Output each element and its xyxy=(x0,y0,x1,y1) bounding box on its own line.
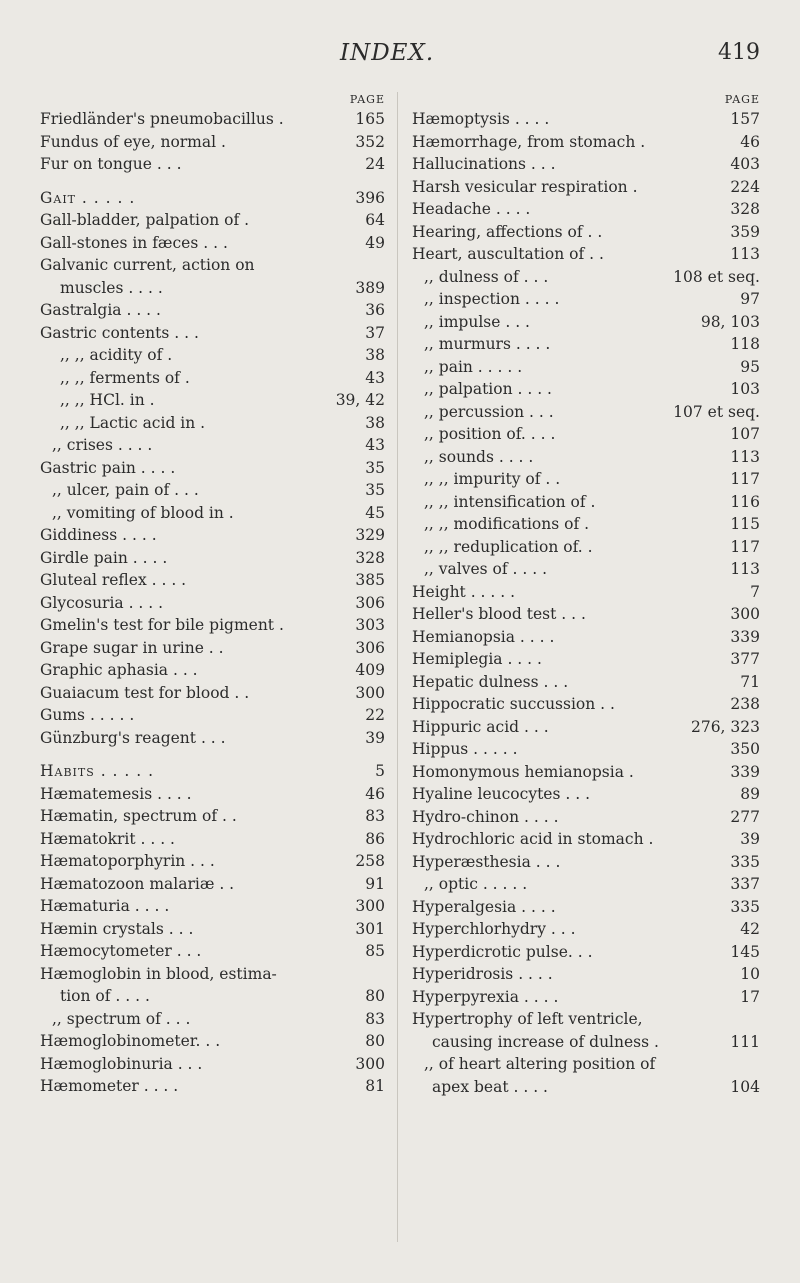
index-page-ref: 91 xyxy=(365,874,385,893)
index-term: Hæmatokrit . . . . xyxy=(40,829,175,848)
page-column-label: PAGE xyxy=(724,93,760,106)
index-page-ref: 104 xyxy=(730,1077,760,1096)
index-term: Girdle pain . . . . xyxy=(40,548,168,567)
index-page-ref: 224 xyxy=(730,177,760,196)
index-term: Gluteal reflex . . . . xyxy=(40,571,187,589)
index-page-ref: 107 et seq. xyxy=(673,402,760,421)
index-page-ref: 89 xyxy=(740,785,760,803)
index-term: Hippuric acid . . . xyxy=(412,717,549,736)
index-term: Hyaline leucocytes . . . xyxy=(412,785,590,803)
index-entry xyxy=(412,1031,760,1054)
index-entry xyxy=(412,311,760,334)
index-page-ref: 86 xyxy=(365,829,385,848)
index-page-ref: 5 xyxy=(375,762,385,780)
index-entry xyxy=(40,131,385,154)
index-page-ref: 10 xyxy=(740,965,760,983)
index-term: ,, palpation . . . . xyxy=(424,380,552,398)
index-term: Gall-bladder, palpation of . xyxy=(40,211,250,229)
index-entry xyxy=(40,614,385,637)
index-term: Hallucinations . . . xyxy=(412,155,556,173)
index-term: ,, percussion . . . xyxy=(424,402,554,421)
index-page-ref: 339 xyxy=(730,762,760,781)
index-term: Hepatic dulness . . . xyxy=(412,672,569,691)
index-entry xyxy=(40,457,385,480)
index-page-ref: 37 xyxy=(365,323,385,342)
index-term: Gums . . . . . xyxy=(40,706,135,724)
index-page-ref: 39 xyxy=(365,728,385,747)
index-entry xyxy=(40,1030,385,1053)
index-page-ref: 38 xyxy=(365,346,385,364)
index-page-ref: 359 xyxy=(730,222,760,241)
index-entry xyxy=(40,682,385,705)
index-entry xyxy=(40,1008,385,1031)
index-term: Heller's blood test . . . xyxy=(412,605,586,623)
index-page-ref: 7 xyxy=(750,582,760,601)
index-page-ref: 403 xyxy=(730,155,760,173)
index-entry xyxy=(412,198,760,221)
left-index-column xyxy=(40,92,385,1098)
index-term: Hæmometer . . . . xyxy=(40,1077,179,1095)
index-page-ref: 118 xyxy=(730,335,760,353)
index-page-ref: 115 xyxy=(730,515,760,533)
index-page-ref: 339 xyxy=(730,627,760,646)
index-page-ref: 46 xyxy=(365,784,385,803)
index-term: Gastric pain . . . . xyxy=(40,458,176,477)
page-header xyxy=(0,40,800,70)
index-entry xyxy=(412,378,760,401)
index-entry xyxy=(40,783,385,806)
index-page-ref: 306 xyxy=(355,593,385,612)
index-entry xyxy=(412,356,760,379)
index-page-ref: 80 xyxy=(365,987,385,1005)
index-page-ref: 113 xyxy=(730,245,760,263)
index-entry xyxy=(412,513,760,536)
index-entry xyxy=(40,873,385,896)
index-term: ,, ,, Lactic acid in . xyxy=(60,413,206,432)
index-term: Hyperchlorhydry . . . xyxy=(412,920,576,938)
index-term: Homonymous hemianopsia . xyxy=(412,762,634,781)
index-page-ref: 328 xyxy=(730,200,760,218)
index-page-ref: 389 xyxy=(355,278,385,297)
index-term: Hæmoglobinometer. . . xyxy=(40,1032,221,1050)
index-entry xyxy=(412,783,760,806)
index-page-ref: 303 xyxy=(355,616,385,634)
index-page-ref: 98, 103 xyxy=(700,312,760,331)
index-entry xyxy=(40,367,385,390)
index-term: Height . . . . . xyxy=(412,582,516,601)
index-term: ,, ,, impurity of . . xyxy=(424,470,561,488)
index-page-ref: 95 xyxy=(740,357,760,376)
index-entry xyxy=(40,187,385,210)
index-page-ref: 277 xyxy=(730,807,760,826)
index-entry xyxy=(412,423,760,446)
index-term: Hæmocytometer . . . xyxy=(40,942,202,960)
index-entry xyxy=(412,401,760,424)
index-entry xyxy=(40,479,385,502)
index-page-ref: 108 et seq. xyxy=(673,267,760,286)
index-entry xyxy=(40,299,385,322)
index-term: muscles . . . . xyxy=(60,278,163,297)
index-entry xyxy=(412,468,760,491)
page-number: 419 xyxy=(718,40,760,65)
index-term: Fundus of eye, normal . xyxy=(40,132,226,151)
index-page-ref: 301 xyxy=(355,919,385,938)
index-entry xyxy=(412,828,760,851)
index-page-ref: 43 xyxy=(365,368,385,387)
index-page-ref: 350 xyxy=(730,740,760,758)
index-term: Günzburg's reagent . . . xyxy=(40,728,226,747)
index-page-ref: 329 xyxy=(355,526,385,544)
index-term: ,, ,, modifications of . xyxy=(424,515,590,533)
index-page-ref: 337 xyxy=(730,875,760,893)
index-page-ref: 300 xyxy=(730,605,760,623)
index-entry xyxy=(412,558,760,581)
index-term: Hyperpyrexia . . . . xyxy=(412,987,559,1006)
index-term: ,, valves of . . . . xyxy=(424,560,548,578)
index-page-ref: 81 xyxy=(365,1077,385,1095)
index-entry xyxy=(40,322,385,345)
index-entry xyxy=(40,412,385,435)
index-entry xyxy=(412,221,760,244)
index-term: Hæmoglobinuria . . . xyxy=(40,1054,203,1073)
index-term: ,, inspection . . . . xyxy=(424,290,560,308)
index-entry xyxy=(412,288,760,311)
index-entry xyxy=(40,434,385,457)
index-term: Headache . . . . xyxy=(412,200,531,218)
index-page-ref: 103 xyxy=(730,380,760,398)
letter-section-gap xyxy=(40,176,385,187)
index-term: Hæmoptysis . . . . xyxy=(412,110,550,128)
index-term: ,, ,, intensification of . xyxy=(424,492,596,511)
page-column-label: PAGE xyxy=(349,93,385,106)
index-term: ,, optic . . . . . xyxy=(424,875,528,893)
index-page-ref: 85 xyxy=(365,942,385,960)
index-entry xyxy=(412,806,760,829)
index-page-ref: 111 xyxy=(730,1032,760,1051)
index-term: ,, vomiting of blood in . xyxy=(52,503,234,522)
index-page-ref: 113 xyxy=(730,560,760,578)
index-entry xyxy=(40,592,385,615)
index-entry xyxy=(40,389,385,412)
index-term: Gall-stones in fæces . . . xyxy=(40,233,228,252)
index-term: Hyperidrosis . . . . xyxy=(412,965,553,983)
index-page-ref: 385 xyxy=(355,571,385,589)
index-term: Hæmoglobin in blood, estima- xyxy=(40,964,277,983)
index-entry xyxy=(412,333,760,356)
index-term: Hæmatoporphyrin . . . xyxy=(40,852,215,870)
index-page-ref: 35 xyxy=(365,481,385,499)
index-page-ref: 43 xyxy=(365,436,385,454)
index-term: Hearing, affections of . . xyxy=(412,222,603,241)
index-entry xyxy=(40,805,385,828)
index-page-ref: 39, 42 xyxy=(335,391,385,409)
index-page-ref: 83 xyxy=(365,807,385,825)
index-term: Hippocratic succussion . . xyxy=(412,695,615,713)
index-entry xyxy=(40,524,385,547)
index-term: ,, position of. . . . xyxy=(424,425,556,443)
index-page-ref: 116 xyxy=(730,492,760,511)
index-term: Hæmatemesis . . . . xyxy=(40,784,192,803)
index-term: Hyperæsthesia . . . xyxy=(412,852,561,871)
index-page-ref: 97 xyxy=(740,290,760,308)
index-entry xyxy=(412,918,760,941)
index-entry xyxy=(40,344,385,367)
index-term: ,, ,, ferments of . xyxy=(60,368,190,387)
index-term: ,, crises . . . . xyxy=(52,436,153,454)
index-term: Galvanic current, action on xyxy=(40,256,255,274)
index-term: Hypertrophy of left ventricle, xyxy=(412,1010,643,1028)
index-entry xyxy=(412,581,760,604)
index-page-ref: 35 xyxy=(365,458,385,477)
index-entry xyxy=(412,536,760,559)
index-entry xyxy=(412,131,760,154)
index-entry xyxy=(40,209,385,232)
index-entry xyxy=(412,1008,760,1031)
index-page-ref: 306 xyxy=(355,638,385,657)
index-entry xyxy=(40,569,385,592)
index-entry xyxy=(40,895,385,918)
index-term: tion of . . . . xyxy=(60,987,150,1005)
index-term: ,, impulse . . . xyxy=(424,312,530,331)
index-page-ref: 117 xyxy=(730,537,760,556)
index-entry xyxy=(412,986,760,1009)
index-term: Hippus . . . . . xyxy=(412,740,518,758)
index-entry xyxy=(40,828,385,851)
index-term: Fur on tongue . . . xyxy=(40,155,182,173)
index-entry xyxy=(40,232,385,255)
index-term: Hemianopsia . . . . xyxy=(412,627,555,646)
index-entry xyxy=(412,671,760,694)
index-page-ref: 80 xyxy=(365,1032,385,1050)
index-entry xyxy=(40,637,385,660)
index-entry xyxy=(412,626,760,649)
index-term: apex beat . . . . xyxy=(432,1077,548,1096)
index-entry xyxy=(40,277,385,300)
index-entry xyxy=(40,1075,385,1098)
index-term: Friedländer's pneumobacillus . xyxy=(40,110,284,128)
right-index-column xyxy=(412,92,760,1098)
index-page-ref: 71 xyxy=(740,672,760,691)
index-entry xyxy=(40,850,385,873)
index-page-ref: 107 xyxy=(730,425,760,443)
index-term: Gastric contents . . . xyxy=(40,323,199,342)
index-entry xyxy=(412,693,760,716)
letter-section-gap xyxy=(40,749,385,760)
index-term: Grape sugar in urine . . xyxy=(40,638,224,657)
index-entry xyxy=(412,491,760,514)
index-page-ref: 352 xyxy=(355,132,385,151)
index-term: Hæmatin, spectrum of . . xyxy=(40,807,237,825)
index-entry xyxy=(412,176,760,199)
index-entry xyxy=(412,1053,760,1076)
index-entry xyxy=(40,727,385,750)
index-term: Hemiplegia . . . . xyxy=(412,650,542,668)
index-term: Hæmaturia . . . . xyxy=(40,897,170,915)
index-entry xyxy=(412,738,760,761)
index-term: ,, of heart altering position of xyxy=(424,1055,656,1073)
column-divider xyxy=(397,92,398,1242)
index-page-ref: 300 xyxy=(355,1054,385,1073)
index-entry xyxy=(412,941,760,964)
index-entry xyxy=(412,896,760,919)
index-page-ref: 39 xyxy=(740,830,760,848)
index-page-ref: 36 xyxy=(365,301,385,319)
index-page-ref: 165 xyxy=(355,110,385,128)
index-term: ,, pain . . . . . xyxy=(424,357,523,376)
index-entry xyxy=(412,648,760,671)
index-page-ref: 64 xyxy=(365,211,385,229)
index-term: ,, ulcer, pain of . . . xyxy=(52,481,199,499)
index-entry xyxy=(412,716,760,739)
index-term: ,, dulness of . . . xyxy=(424,267,549,286)
index-page-ref: 300 xyxy=(355,683,385,702)
index-term: Gmelin's test for bile pigment . xyxy=(40,616,284,634)
index-term: Hæmatozoon malariæ . . xyxy=(40,874,235,893)
index-page-ref: 83 xyxy=(365,1009,385,1028)
page-title: INDEX. xyxy=(340,40,435,66)
index-term: Graphic aphasia . . . xyxy=(40,661,198,679)
index-term: ,, ,, acidity of . xyxy=(60,346,173,364)
index-page-ref: 335 xyxy=(730,852,760,871)
index-page-ref: 328 xyxy=(355,548,385,567)
index-entry xyxy=(40,108,385,131)
index-entry xyxy=(40,547,385,570)
index-page-ref: 17 xyxy=(740,987,760,1006)
index-page-ref: 113 xyxy=(730,447,760,466)
index-page-ref: 145 xyxy=(730,942,760,961)
index-entry xyxy=(40,153,385,176)
index-term: Heart, auscultation of . . xyxy=(412,245,604,263)
index-term: Giddiness . . . . xyxy=(40,526,157,544)
index-page-ref: 24 xyxy=(365,155,385,173)
index-page-ref: 22 xyxy=(365,706,385,724)
index-term: Hæmorrhage, from stomach . xyxy=(412,132,646,151)
index-entry xyxy=(40,704,385,727)
index-term: Hyperdicrotic pulse. . . xyxy=(412,942,593,961)
index-term: ,, spectrum of . . . xyxy=(52,1009,191,1028)
index-entry xyxy=(40,254,385,277)
index-page-ref: 409 xyxy=(355,661,385,679)
index-entry xyxy=(40,963,385,986)
index-term: Hydrochloric acid in stomach . xyxy=(412,830,654,848)
index-term: Harsh vesicular respiration . xyxy=(412,177,638,196)
index-page-ref: 45 xyxy=(365,503,385,522)
index-entry xyxy=(412,266,760,289)
index-term: ,, ,, reduplication of. . xyxy=(424,537,593,556)
index-page-ref: 396 xyxy=(355,188,385,207)
index-entry xyxy=(412,243,760,266)
index-term: Hæmin crystals . . . xyxy=(40,919,194,938)
index-page-ref: 46 xyxy=(740,132,760,151)
index-term: Glycosuria . . . . xyxy=(40,593,164,612)
index-page-ref: 258 xyxy=(355,852,385,870)
index-entry xyxy=(412,446,760,469)
index-entry xyxy=(40,985,385,1008)
index-term: Habits . . . . . xyxy=(40,762,155,780)
index-term: causing increase of dulness . xyxy=(432,1032,659,1051)
index-entry xyxy=(40,940,385,963)
index-term: Gait . . . . . xyxy=(40,188,136,207)
index-entry xyxy=(412,873,760,896)
index-page-ref: 377 xyxy=(730,650,760,668)
index-entry xyxy=(40,918,385,941)
index-term: ,, ,, HCl. in . xyxy=(60,391,155,409)
index-entry xyxy=(40,760,385,783)
index-term: Hydro-chinon . . . . xyxy=(412,807,559,826)
index-entry xyxy=(412,761,760,784)
index-term: Guaiacum test for blood . . xyxy=(40,683,250,702)
index-term: Hyperalgesia . . . . xyxy=(412,897,556,916)
index-term: Gastralgia . . . . xyxy=(40,301,161,319)
index-entry xyxy=(412,153,760,176)
index-page-ref: 276, 323 xyxy=(690,717,760,736)
index-entry xyxy=(412,603,760,626)
index-entry xyxy=(40,1053,385,1076)
index-page-ref: 157 xyxy=(730,110,760,128)
index-page-ref: 42 xyxy=(740,920,760,938)
index-entry xyxy=(40,659,385,682)
index-entry xyxy=(40,502,385,525)
index-term: ,, murmurs . . . . xyxy=(424,335,551,353)
index-page-ref: 49 xyxy=(365,233,385,252)
index-page-ref: 238 xyxy=(730,695,760,713)
index-page-ref: 38 xyxy=(365,413,385,432)
index-entry xyxy=(412,1076,760,1099)
index-entry xyxy=(412,108,760,131)
index-page-ref: 300 xyxy=(355,897,385,915)
index-page-ref: 335 xyxy=(730,897,760,916)
index-page-ref: 117 xyxy=(730,470,760,488)
index-term: ,, sounds . . . . xyxy=(424,447,534,466)
index-entry xyxy=(412,851,760,874)
index-entry xyxy=(412,963,760,986)
